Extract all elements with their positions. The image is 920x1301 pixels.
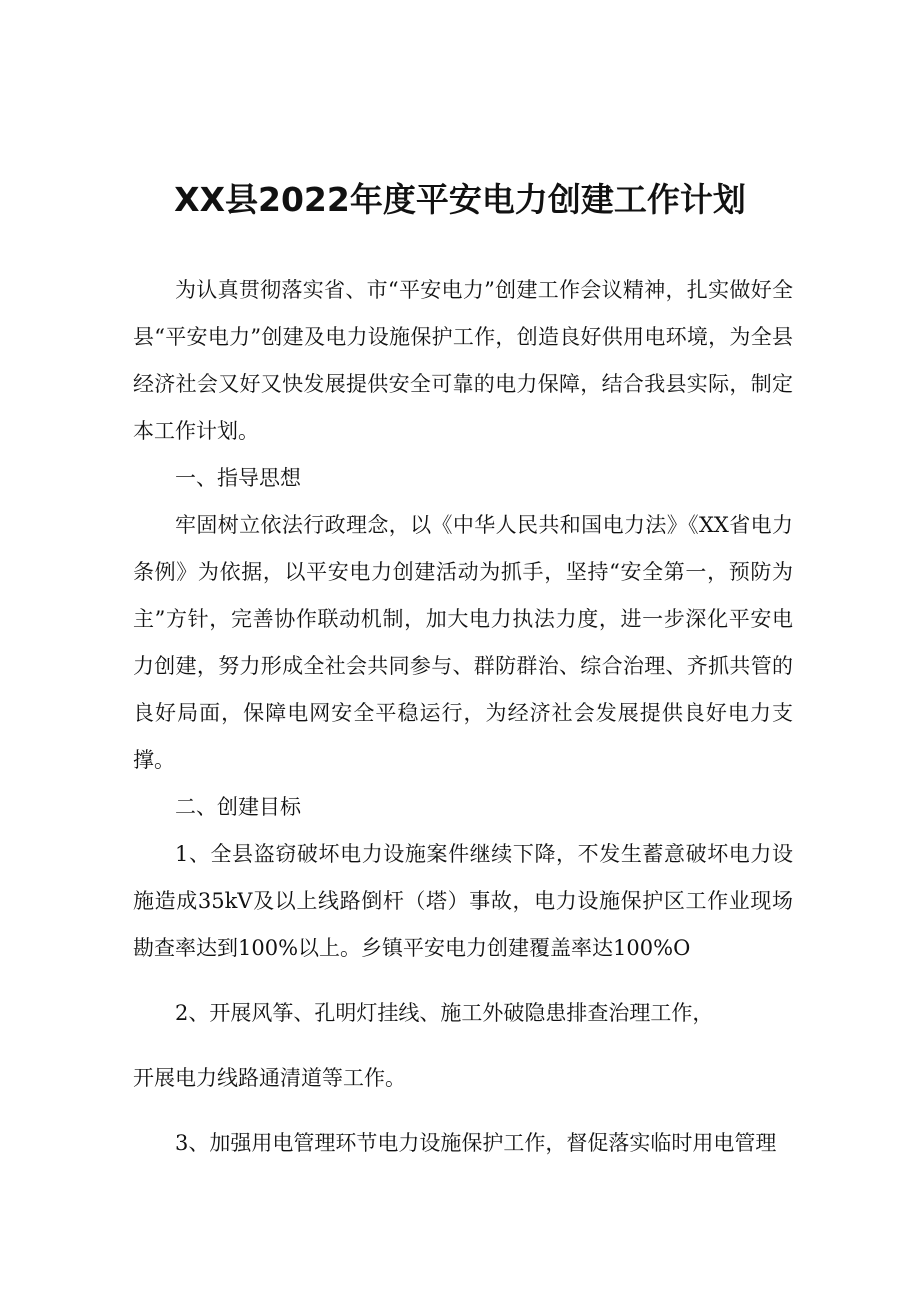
section-heading-goals: 二、创建目标 [175,795,301,819]
spacer [133,1037,793,1055]
intro-paragraph: 为认真贯彻落实省、市“平安电力”创建工作会议精神，扎实做好全县“平安电力”创建及电力设施保护工作，创造良好供用电环境，为全县经济社会又好又快发展提供安全可靠的电力保障，结合我县实际，制定本工作计划。 [133,278,793,443]
goal-item-3: 3、加强用电管理环节电力设施保护工作，督促落实临时用电管理 [175,1131,777,1155]
spacer [133,1102,793,1120]
spacer [133,972,793,990]
document-title: XX县2022年度平安电力创建工作计划 [174,180,746,219]
document-body [133,267,793,1167]
guiding-ideology-paragraph: 牢固树立依法行政理念，以《中华人民共和国电力法》《XX省电力条例》为依据，以平安电力创建活动为抓手，坚持“安全第一，预防为主”方针，完善协作联动机制，加大电力执法力度，进一步深化平安电力创建，努力形成全社会共同参与、群防群治、综合治理、齐抓共管的良好局面，保障电网安全平稳运行，为经济社会发展提供良好电力支撑。 [133,513,793,772]
goal-item-2-line-1: 2、开展风筝、孔明灯挂线、施工外破隐患排查治理工作， [175,1001,714,1025]
goal-item-1: 1、全县盗窃破坏电力设施案件继续下降，不发生蓄意破坏电力设施造成35kV及以上线路倒杆（塔）事故，电力设施保护区工作业现场勘查率达到100%以上。乡镇平安电力创建覆盖率达100%O [133,842,793,960]
goal-item-2-line-2: 开展电力线路通清道等工作。 [133,1066,406,1090]
section-heading-guiding-ideology: 一、指导思想 [175,466,301,490]
